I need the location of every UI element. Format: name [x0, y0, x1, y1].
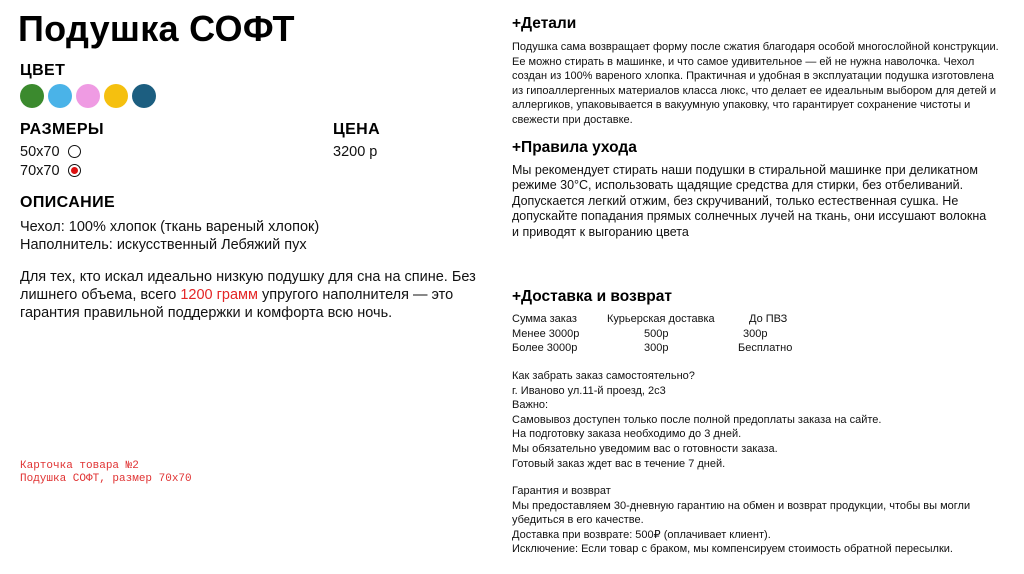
details-text: Подушка сама возвращает форму после сжатия благодаря особой многослойной конструкции. Ее можно стирать в машинке, и что самое удивительное — ей не нужна наволочка. Чехол создан из 100% вареного хлопка. Практичная и удобная в эксплуатации подушка изготовлена из гипоаллергенных материалов класса люкс, что делает ее идеальным выбором для детей и аллергиков, упаковывается в вакуумную упаковку, что гарантирует сохранение чистоты и свежести при доставке. — [512, 41, 999, 126]
important-line: Самовывоз доступен только после полной предоплаты заказа на сайте. — [512, 413, 882, 426]
return-exception: Исключение: Если товар с браком, мы компенсируем стоимость обратной пересылки. — [512, 543, 953, 556]
size-options — [20, 142, 81, 180]
table-cell: 300р — [743, 327, 768, 340]
care-toggle[interactable]: +Правила ухода — [512, 139, 637, 156]
color-swatches — [20, 84, 156, 108]
sizes-label: РАЗМЕРЫ — [20, 121, 104, 138]
price-label: ЦЕНА — [333, 121, 381, 138]
note-line2: Подушка СОФТ, размер 70х70 — [20, 473, 192, 485]
product-title: Подушка СОФТ — [18, 8, 295, 49]
table-header: Сумма заказ — [512, 313, 577, 325]
composition-cover: Чехол: 100% хлопок (ткань вареный хлопок) — [20, 219, 320, 235]
desc-part2: упругого наполнителя — это гарантия правильной поддержки и комфорта всю ночь. — [20, 287, 454, 321]
table-cell: 500р — [644, 327, 669, 340]
table-cell: Более 3000р — [512, 342, 578, 355]
description-label: ОПИСАНИЕ — [20, 194, 116, 211]
guarantee-info — [512, 484, 1008, 557]
color-swatch-teal[interactable] — [132, 84, 156, 108]
composition — [20, 218, 319, 254]
table-header: До ПВЗ — [749, 313, 788, 325]
care-text: Мы рекомендует стирать наши подушки в стиральной машинке при деликатном режиме 30°С, использовать щадящие средства для стирки, без отбеливаний. Допускается легкий отжим, без скручиваний, только естественная сушка. Не допускайте попадания прямых солнечных лучей на ткань, они иссушают волокна и приводят к выгоранию цвета — [512, 163, 987, 239]
description-text — [20, 268, 490, 322]
table-header: Курьерская доставка — [607, 313, 715, 325]
size-label: 50х70 — [20, 143, 60, 160]
important-line: На подготовку заказа необходимо до 3 дней. — [512, 428, 742, 441]
delivery-toggle[interactable]: +Доставка и возврат — [512, 288, 672, 305]
desc-highlight: 1200 грамм — [180, 287, 258, 303]
pickup-question: Как забрать заказ самостоятельно? — [512, 370, 695, 382]
table-cell: Бесплатно — [738, 342, 793, 355]
table-cell: 300р — [644, 342, 669, 355]
important-label: Важно: — [512, 399, 549, 412]
color-swatch-pink[interactable] — [76, 84, 100, 108]
card-note — [20, 460, 192, 486]
guarantee-text: Мы предоставляем 30-дневную гарантию на обмен и возврат продукции, чтобы вы могли убедиться в его качестве. — [512, 499, 971, 527]
important-line: Готовый заказ ждет вас в течение 7 дней. — [512, 457, 726, 470]
size-label: 70х70 — [20, 162, 60, 179]
price-value: 3200 р — [333, 144, 378, 160]
color-swatch-yellow[interactable] — [104, 84, 128, 108]
size-option-50x70[interactable] — [20, 142, 81, 161]
return-cost: Доставка при возврате: 500₽ (оплачивает клиент). — [512, 528, 771, 541]
pickup-info — [512, 369, 1012, 471]
color-swatch-blue[interactable] — [48, 84, 72, 108]
guarantee-label: Гарантия и возврат — [512, 485, 611, 497]
color-label: ЦВЕТ — [20, 62, 66, 79]
desc-part1: Для тех, кто искал идеально низкую подушку для сна на спине. Без лишнего объема, всего — [20, 269, 476, 303]
color-swatch-green[interactable] — [20, 84, 44, 108]
important-line: Мы обязательно уведомим вас о готовности заказа. — [512, 442, 778, 455]
composition-filler: Наполнитель: искусственный Лебяжий пух — [20, 237, 307, 253]
note-line1: Карточка товара №2 — [20, 460, 139, 472]
details-toggle[interactable]: +Детали — [512, 15, 577, 32]
radio-icon[interactable] — [68, 145, 81, 158]
pickup-address: г. Иваново ул.11-й проезд, 2с3 — [512, 384, 666, 397]
size-option-70x70[interactable] — [20, 161, 81, 180]
table-cell: Менее 3000р — [512, 327, 580, 340]
radio-icon[interactable] — [68, 164, 81, 177]
